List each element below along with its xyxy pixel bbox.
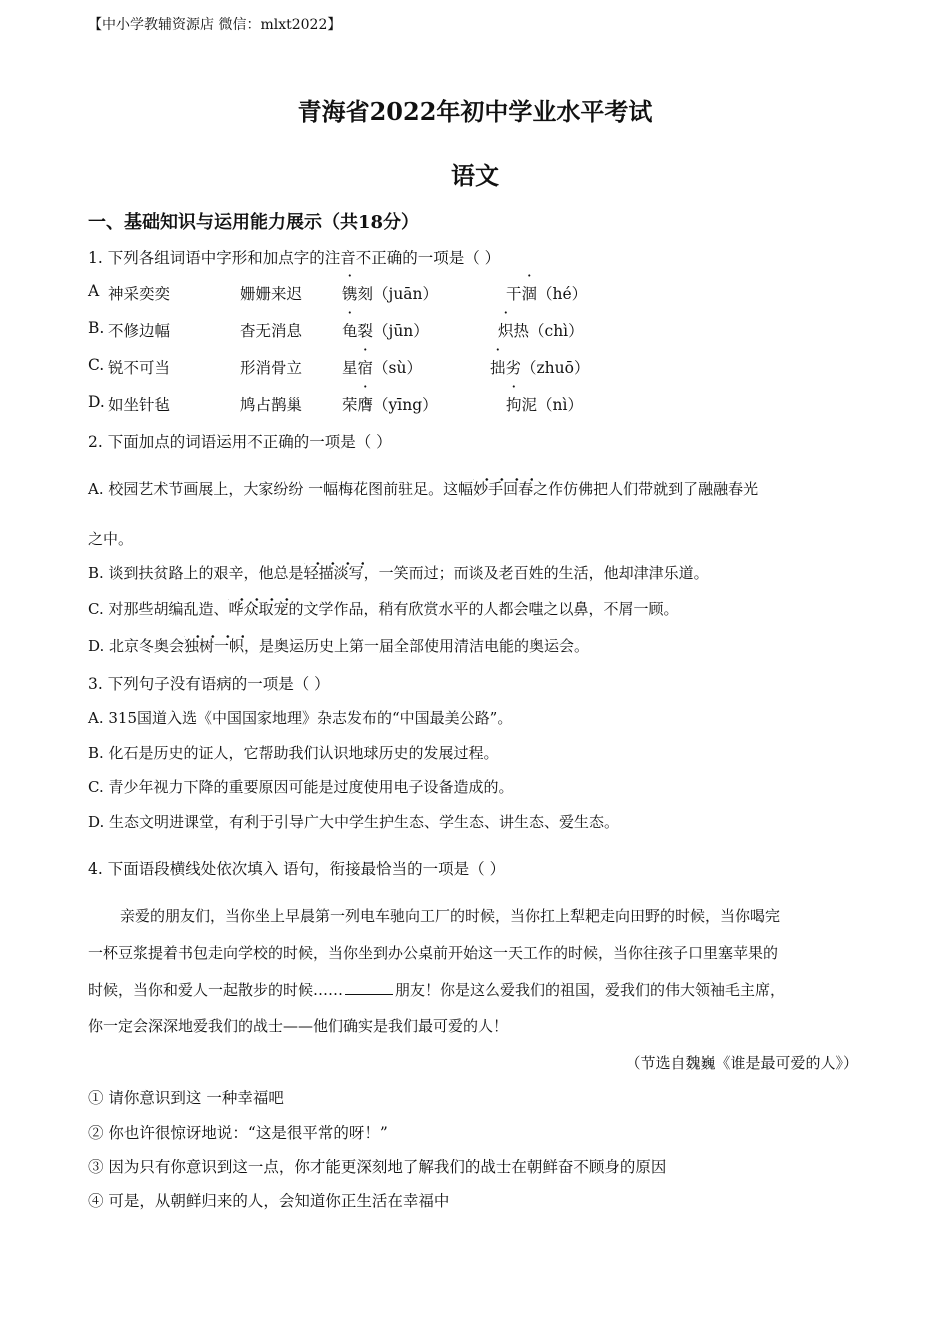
passage-source: （节选自魏巍《谁是最可爱的人》）: [625, 1054, 858, 1072]
option-text: D. 北京冬奥会: [88, 637, 185, 655]
passage-text: 时候，当你和爱人一起散步的时候……: [88, 981, 344, 999]
option-text: B. 谈到扶贫路上的艰辛，他总是: [88, 564, 304, 582]
option-letter: C.: [88, 356, 105, 374]
pinyin-text: 刻（juān）: [357, 285, 439, 303]
option-word: 形消骨立: [240, 359, 303, 377]
q3-option-a: A. 315国道入选《中国国家地理》杂志发布的“中国最美公路”。: [88, 709, 513, 727]
dotted-char: 镌: [342, 285, 358, 303]
option-word-pinyin: [342, 393, 438, 415]
option-word-pinyin: [498, 319, 584, 341]
watermark: 【中小学教辅资源店 微信：mlxt2022】: [88, 17, 342, 33]
option-word-pinyin: [342, 356, 422, 378]
q2-option-a-cont: 之中。: [88, 530, 134, 548]
dotted-char: 炽: [498, 322, 514, 340]
q4-item-3: ③ 因为只有你意识到这一点，你才能更深刻地了解我们的战士在朝鲜奋不顾身的原因: [88, 1158, 667, 1176]
section-heading: 一、基础知识与运用能力展示（共18分）: [88, 212, 420, 233]
q3-option-b: B. 化石是历史的证人，它帮助我们认识地球历史的发展过程。: [88, 744, 499, 762]
dotted-char: 膺: [357, 396, 374, 414]
q3-option-d: D. 生态文明进课堂，有利于引导广大中学生护生态、学生态、讲生态、爱生态。: [88, 813, 620, 831]
plain-char: 干: [506, 285, 522, 303]
option-word: 锐不可当: [108, 359, 171, 377]
dotted-phrase: 妙手回春: [473, 477, 533, 498]
dotted-phrase: 轻描淡写: [304, 561, 364, 582]
option-word-pinyin: [490, 356, 589, 378]
option-word: 不修边幅: [108, 322, 171, 340]
plain-char: 星: [342, 359, 358, 377]
option-text: C. 对那些胡编乱造、: [88, 600, 229, 618]
pinyin-text: 泥（nì）: [521, 396, 583, 414]
q4-item-2: ② 你也许很惊讶地说：“这是很平常的呀！”: [88, 1124, 388, 1142]
q2-option-d: [88, 635, 589, 656]
fill-blank: [345, 982, 393, 995]
q2-option-a: [88, 478, 758, 499]
pinyin-text: （hé）: [537, 285, 588, 303]
q4-stem: 4. 下面语段横线处依次填入 语句，衔接最恰当的一项是（ ）: [88, 860, 506, 878]
option-letter: A: [88, 282, 100, 300]
option-word-pinyin: [342, 282, 438, 304]
q3-option-c: C. 青少年视力下降的重要原因可能是过度使用电子设备造成的。: [88, 778, 514, 796]
passage-line: [88, 979, 858, 1000]
q4-item-4: ④ 可是，从朝鲜归来的人，会知道你正生活在幸福中: [88, 1192, 450, 1210]
passage-line: 一杯豆浆提着书包走向学校的时候，当你坐到办公桌前开始这一天工作的时候，当你往孩子口里塞苹果的: [88, 944, 779, 962]
option-word: 姗姗来迟: [240, 285, 303, 303]
dotted-char: 宿: [357, 359, 374, 377]
option-word: 神采奕奕: [108, 285, 171, 303]
q2-stem: 2. 下面加点的词语运用不正确的一项是（ ）: [88, 433, 392, 451]
option-word-pinyin: [506, 282, 587, 304]
q4-item-1: ① 请你意识到这 一种幸福吧: [88, 1089, 284, 1107]
pinyin-text: 劣（zhuō）: [505, 359, 590, 377]
q3-stem: 3. 下列句子没有语病的一项是（ ）: [88, 675, 330, 693]
plain-char: 荣: [342, 396, 358, 414]
dotted-phrase: 独树一帜: [184, 634, 244, 655]
option-letter: B.: [88, 319, 105, 337]
option-word: 鸠占鹊巢: [240, 396, 303, 414]
passage-line: 你一定会深深地爱我们的战士——他们确实是我们最可爱的人！: [88, 1017, 509, 1035]
option-word-pinyin: [342, 319, 429, 341]
page-title: 青海省2022年初中学业水平考试: [297, 97, 653, 126]
option-text: 的文学作品，稍有欣赏水平的人都会嗤之以鼻，不屑一顾。: [288, 600, 679, 618]
option-text: 之作仿佛把人们带就到了融融春光: [533, 480, 759, 498]
option-word: 如坐针毡: [108, 396, 171, 414]
subject-title: 语文: [451, 161, 499, 190]
dotted-char: 拙: [490, 359, 506, 377]
passage-text: 朋友！你是这么爱我们的祖国，爱我们的伟大领袖毛主席，: [395, 981, 786, 999]
option-word: 杳无消息: [240, 322, 303, 340]
dotted-phrase: 哗众取宠: [228, 597, 288, 618]
option-word-pinyin: [506, 393, 583, 415]
dotted-char: 涸: [521, 285, 538, 303]
passage-line: 亲爱的朋友们，当你坐上早晨第一列电车驰向工厂的时候，当你扛上犁耙走向田野的时候，当你喝完: [120, 907, 781, 925]
pinyin-text: （sù）: [373, 359, 422, 377]
q1-stem: 1. 下列各组词语中字形和加点字的注音不正确的一项是（ ）: [88, 249, 501, 267]
option-text: A. 校园艺术节画展上，大家纷纷 一幅梅花图前驻足。这幅: [88, 480, 474, 498]
dotted-char: 龟: [342, 322, 358, 340]
pinyin-text: 热（chì）: [513, 322, 584, 340]
option-text: ，一笑而过；而谈及老百姓的生活，他却津津乐道。: [363, 564, 709, 582]
dotted-char: 拘: [506, 396, 522, 414]
pinyin-text: （yīng）: [373, 396, 438, 414]
q2-option-c: [88, 598, 679, 619]
q2-option-b: [88, 562, 709, 583]
pinyin-text: 裂（jūn）: [357, 322, 429, 340]
option-letter: D.: [88, 393, 105, 411]
option-text: ，是奥运历史上第一届全部使用清洁电能的奥运会。: [244, 637, 590, 655]
